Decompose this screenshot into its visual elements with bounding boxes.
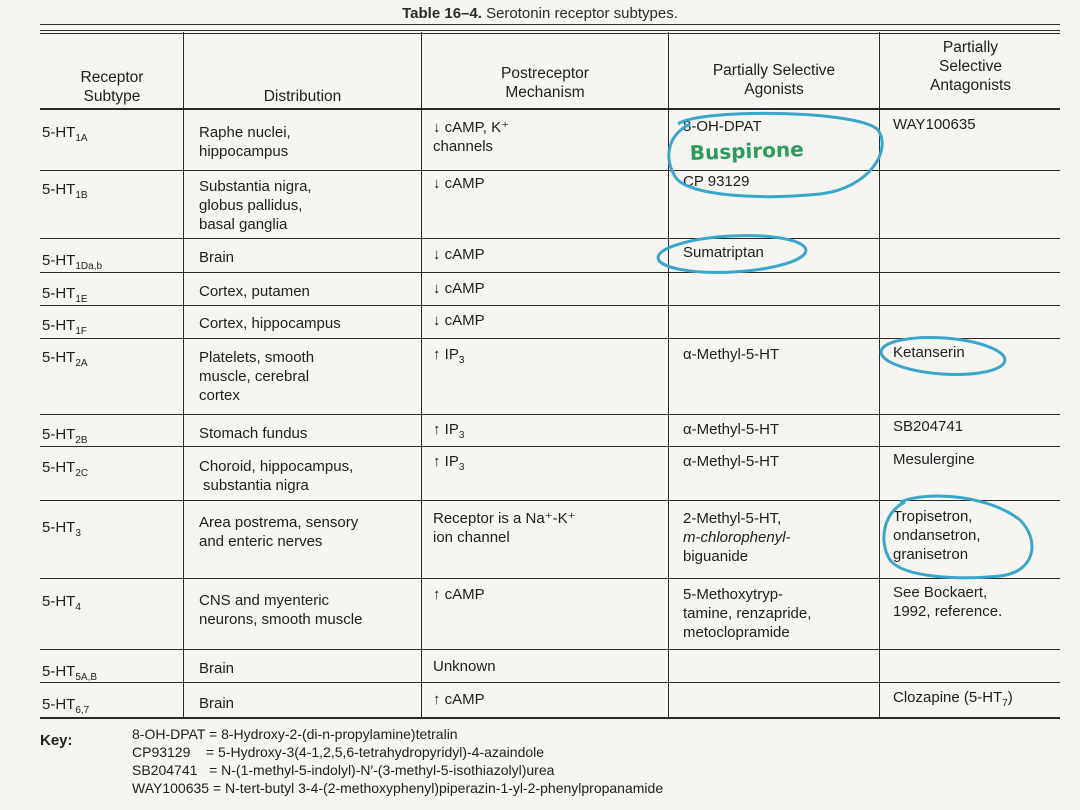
header-subtype: Receptor Subtype	[80, 69, 144, 105]
key-entry: CP93129 = 5-Hydroxy-3(4-1,2,5,6-tetrahydropyridyl)-4-azaindole	[132, 744, 545, 760]
distribution-cell: Platelets, smooth muscle, cerebral cortex	[199, 349, 315, 404]
agonist-cell: α-Methyl-5-HT	[683, 421, 780, 438]
antagonist-cell: Tropisetron, ondansetron, granisetron	[893, 508, 981, 563]
distribution-cell: Cortex, putamen	[199, 283, 310, 300]
antagonist-cell: See Bockaert, 1992, reference.	[893, 584, 1003, 620]
agonist-cell: α-Methyl-5-HT	[683, 453, 780, 470]
agonist-cell: Sumatriptan	[683, 244, 764, 261]
subtype-cell: $5-HT_{2B}$	[42, 426, 88, 446]
subtype-cell: $5-HT_{1E}$	[42, 285, 88, 305]
mechanism-cell: Receptor is a Na⁺-K⁺ ion channel	[433, 510, 576, 546]
subtype-cell: $5-HT_3$	[42, 519, 81, 539]
distribution-cell: Substantia nigra, globus pallidus, basal ganglia	[199, 178, 312, 233]
subtype-cell: $5-HT_{1F}$	[42, 317, 88, 337]
mechanism-cell: ↓ cAMP	[433, 175, 485, 192]
distribution-cell: Raphe nuclei, hippocampus	[199, 124, 291, 160]
subtype-cell: $5-HT_{6,7}$	[42, 696, 90, 716]
mechanism-cell: ↓ cAMP, K⁺ channels	[433, 119, 509, 155]
table-number: Table 16–4.	[402, 5, 482, 22]
mechanism-cell: ↑ cAMP	[433, 691, 485, 708]
agonist-cell: 5-Methoxytryp- tamine, renzapride, metoclopramide	[683, 586, 812, 641]
mechanism-cell: ↑ $IP_3$	[433, 346, 465, 366]
subtype-cell: $5-HT_4$	[42, 593, 81, 613]
distribution-cell: Brain	[199, 249, 235, 266]
header-antagonists: Partially Selective Antagonists	[930, 39, 1011, 94]
key-label: Key:	[40, 732, 73, 749]
antagonist-cell: Ketanserin	[893, 344, 965, 361]
key-entry: SB204741 = N-(1-methyl-5-indolyl)-N′-(3-methyl-5-isothiazolyl)urea	[132, 762, 555, 778]
mechanism-cell: ↑ $IP_3$	[433, 453, 465, 473]
marker-circle	[657, 232, 807, 276]
header-mechanism: Postreceptor Mechanism	[501, 65, 589, 101]
distribution-cell: Brain	[199, 660, 235, 677]
header-distribution: Distribution	[263, 88, 342, 105]
antagonist-cell: WAY100635	[893, 116, 976, 133]
mechanism-cell: Unknown	[433, 658, 496, 675]
distribution-cell: Brain	[199, 695, 235, 712]
agonist-cell: 2-Methyl-5-HT, m-chlorophenyl- biguanide	[683, 510, 791, 565]
subtype-cell: $5-HT_{2A}$	[42, 349, 88, 369]
distribution-cell: Cortex, hippocampus	[199, 315, 341, 332]
subtype-cell: $5-HT_{5A,B}$	[42, 663, 98, 683]
table-caption: Serotonin receptor subtypes.	[486, 5, 678, 22]
distribution-cell: Area postrema, sensory and enteric nerves	[199, 514, 359, 550]
header-agonists: Partially Selective Agonists	[712, 62, 836, 98]
distribution-cell: CNS and myenteric neurons, smooth muscle	[199, 592, 363, 628]
antagonist-cell: Mesulergine	[893, 451, 975, 468]
subtype-cell: $5-HT_{1Da,b}$	[42, 252, 103, 272]
mechanism-cell: ↓ cAMP	[433, 280, 485, 297]
antagonist-cell: SB204741	[893, 418, 964, 435]
mechanism-cell: ↓ cAMP	[433, 312, 485, 329]
agonist-cell: CP 93129	[683, 173, 750, 190]
mechanism-cell: ↓ cAMP	[433, 246, 485, 263]
subtype-cell: $5-HT_{1A}$	[42, 124, 88, 144]
subtype-cell: $5-HT_{2C}$	[42, 459, 89, 479]
key-entry: 8-OH-DPAT = 8-Hydroxy-2-(di-n-propylamine)tetralin	[132, 726, 458, 742]
distribution-cell: Choroid, hippocampus, substantia nigra	[199, 458, 354, 494]
key-entry: WAY100635 = N-tert-butyl 3-4-(2-methoxyphenyl)piperazin-1-yl-2-phenylpropanamide	[132, 780, 664, 796]
agonist-cell: α-Methyl-5-HT	[683, 346, 780, 363]
mechanism-cell: ↑ cAMP	[433, 586, 485, 603]
marker-circle	[880, 334, 1006, 379]
marker-circle	[884, 496, 1032, 578]
antagonist-cell: Clozapine $(5-HT_7)$	[893, 689, 1013, 709]
agonist-cell: 8-OH-DPAT	[683, 118, 762, 135]
mechanism-cell: ↑ $IP_3$	[433, 421, 465, 441]
handwritten-buspirone: Buspirone	[689, 137, 805, 165]
distribution-cell: Stomach fundus	[199, 425, 308, 442]
subtype-cell: $5-HT_{1B}$	[42, 181, 88, 201]
